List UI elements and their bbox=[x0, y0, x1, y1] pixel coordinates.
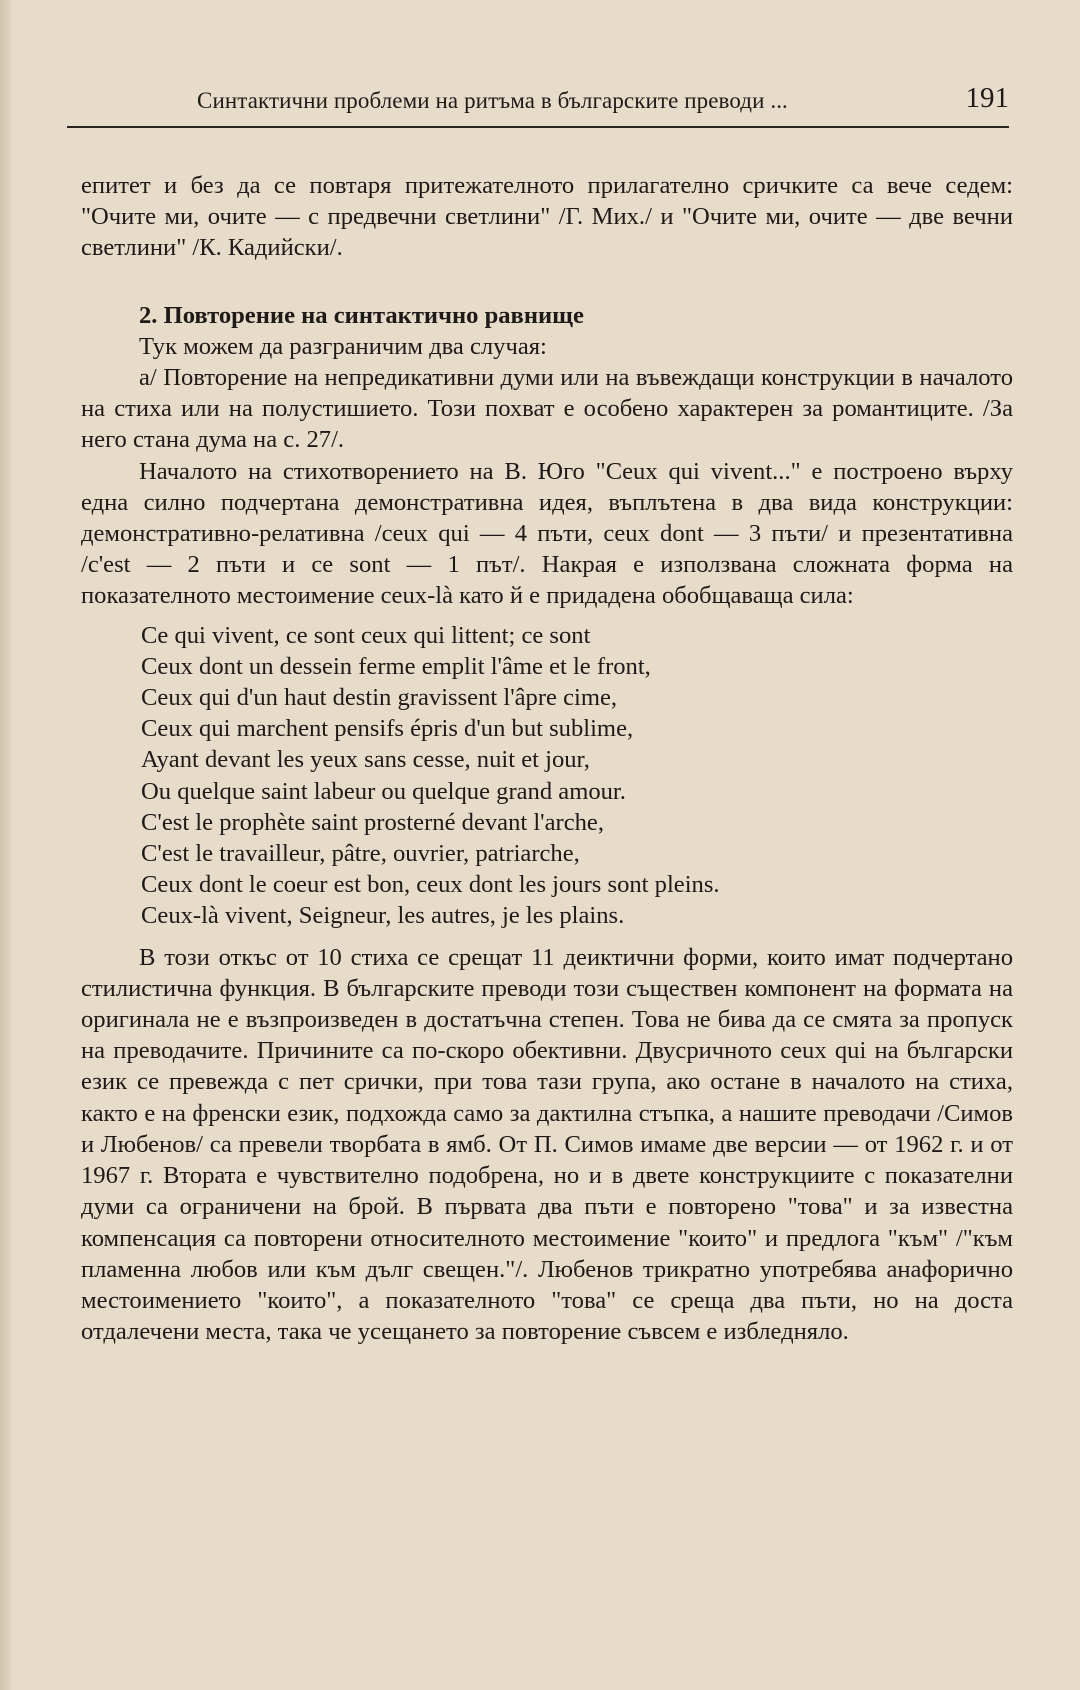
section-heading: 2. Повторение на синтактично равнище bbox=[139, 301, 584, 329]
paragraph-continuation: епитет и без да се повтаря притежателното прилагателно сричките са вече седем: "Очите ми, очите — с предвечни светлини" /Г. Мих./ и "Очите ми, очите — две вечни светлини" /К. Кадийски/. bbox=[81, 172, 1013, 262]
paragraph-intro: Тук можем да разграничим два случая: bbox=[139, 332, 547, 360]
paragraph-hugo: Началото на стихотворението на В. Юго "Ceux qui vivent..." е построено върху една силно подчертана демонстративна идея, въплътена в два вида конструкции: демонстративно-релативна /ceux qui — 4 пъти, ceux dont — 3 пъти/ и презентативна /c'est — 2 пъти и ce sont — 1 път/. Накрая е използвана сложната форма на показателното местоимение ceux-là като й е придадена обобщаваща сила: bbox=[81, 457, 1013, 610]
page-number: 191 bbox=[965, 82, 1009, 114]
poem-quote bbox=[141, 620, 1013, 932]
poem-line: Ceux dont le coeur est bon, ceux dont les jours sont pleins. bbox=[141, 871, 720, 899]
running-header bbox=[67, 82, 1009, 128]
poem-line: Ceux qui marchent pensifs épris d'un but sublime, bbox=[141, 715, 634, 743]
poem-line: C'est le travailleur, pâtre, ouvrier, patriarche, bbox=[141, 840, 580, 868]
page-edge-shadow bbox=[0, 0, 14, 1690]
poem-line: Ayant devant les yeux sans cesse, nuit et jour, bbox=[141, 746, 590, 774]
running-header-title: Синтактични проблеми на ритъма в българските преводи ... bbox=[197, 88, 788, 113]
poem-line: C'est le prophète saint prosterné devant l'arche, bbox=[141, 808, 604, 836]
poem-line: Ou quelque saint labeur ou quelque grand amour. bbox=[141, 777, 626, 805]
body-text bbox=[81, 170, 1013, 1347]
paragraph-gap bbox=[81, 264, 1013, 300]
poem-line: Ce qui vivent, ce sont ceux qui littent; ce sont bbox=[141, 621, 591, 649]
paragraph-case-a: а/ Повторение на непредикативни думи или на въвеждащи конструкции в началото на стиха или на полустишието. Този похват е особено характерен за романтиците. /За него стана дума на с. 27/. bbox=[81, 364, 1013, 454]
poem-line: Ceux dont un dessein ferme emplit l'âme et le front, bbox=[141, 652, 651, 680]
poem-line: Ceux qui d'un haut destin gravissent l'âpre cime, bbox=[141, 684, 618, 712]
poem-line: Ceux-là vivent, Seigneur, les autres, je les plains. bbox=[141, 902, 625, 930]
paragraph-analysis: В този откъс от 10 стиха се срещат 11 деиктични форми, които имат подчертано стилистична функция. В българските преводи този съществен компонент на формата на оригинала не е възпроизведен в достатъчна степен. Това не бива да се смята за пропуск на преводачите. Причините са по-скоро обективни. Двусричното ceux qui на български език се превежда с пет срички, при това тази група, ако остане в началото на стиха, както е на френски език, подхожда само за дактилна стъпка, а нашите преводачи /Симов и Любенов/ са превели творбата в ямб. От П. Симов имаме две версии — от 1962 г. и от 1967 г. Втората е чувствително подобрена, но и в двете конструкциите с показателни думи са ограничени на брой. В първата два пъти е повторено "това" и за известна компенсация са повторени относителното местоимение "които" и предлога "към" /"към пламенна любов или към дълг свещен."/. Любенов трикратно употребява анафорично местоимението "които", а показателното "това" се среща два пъти, но на доста отдалечени места, така че усещането за повторение съвсем е избледняло. bbox=[81, 943, 1013, 1346]
